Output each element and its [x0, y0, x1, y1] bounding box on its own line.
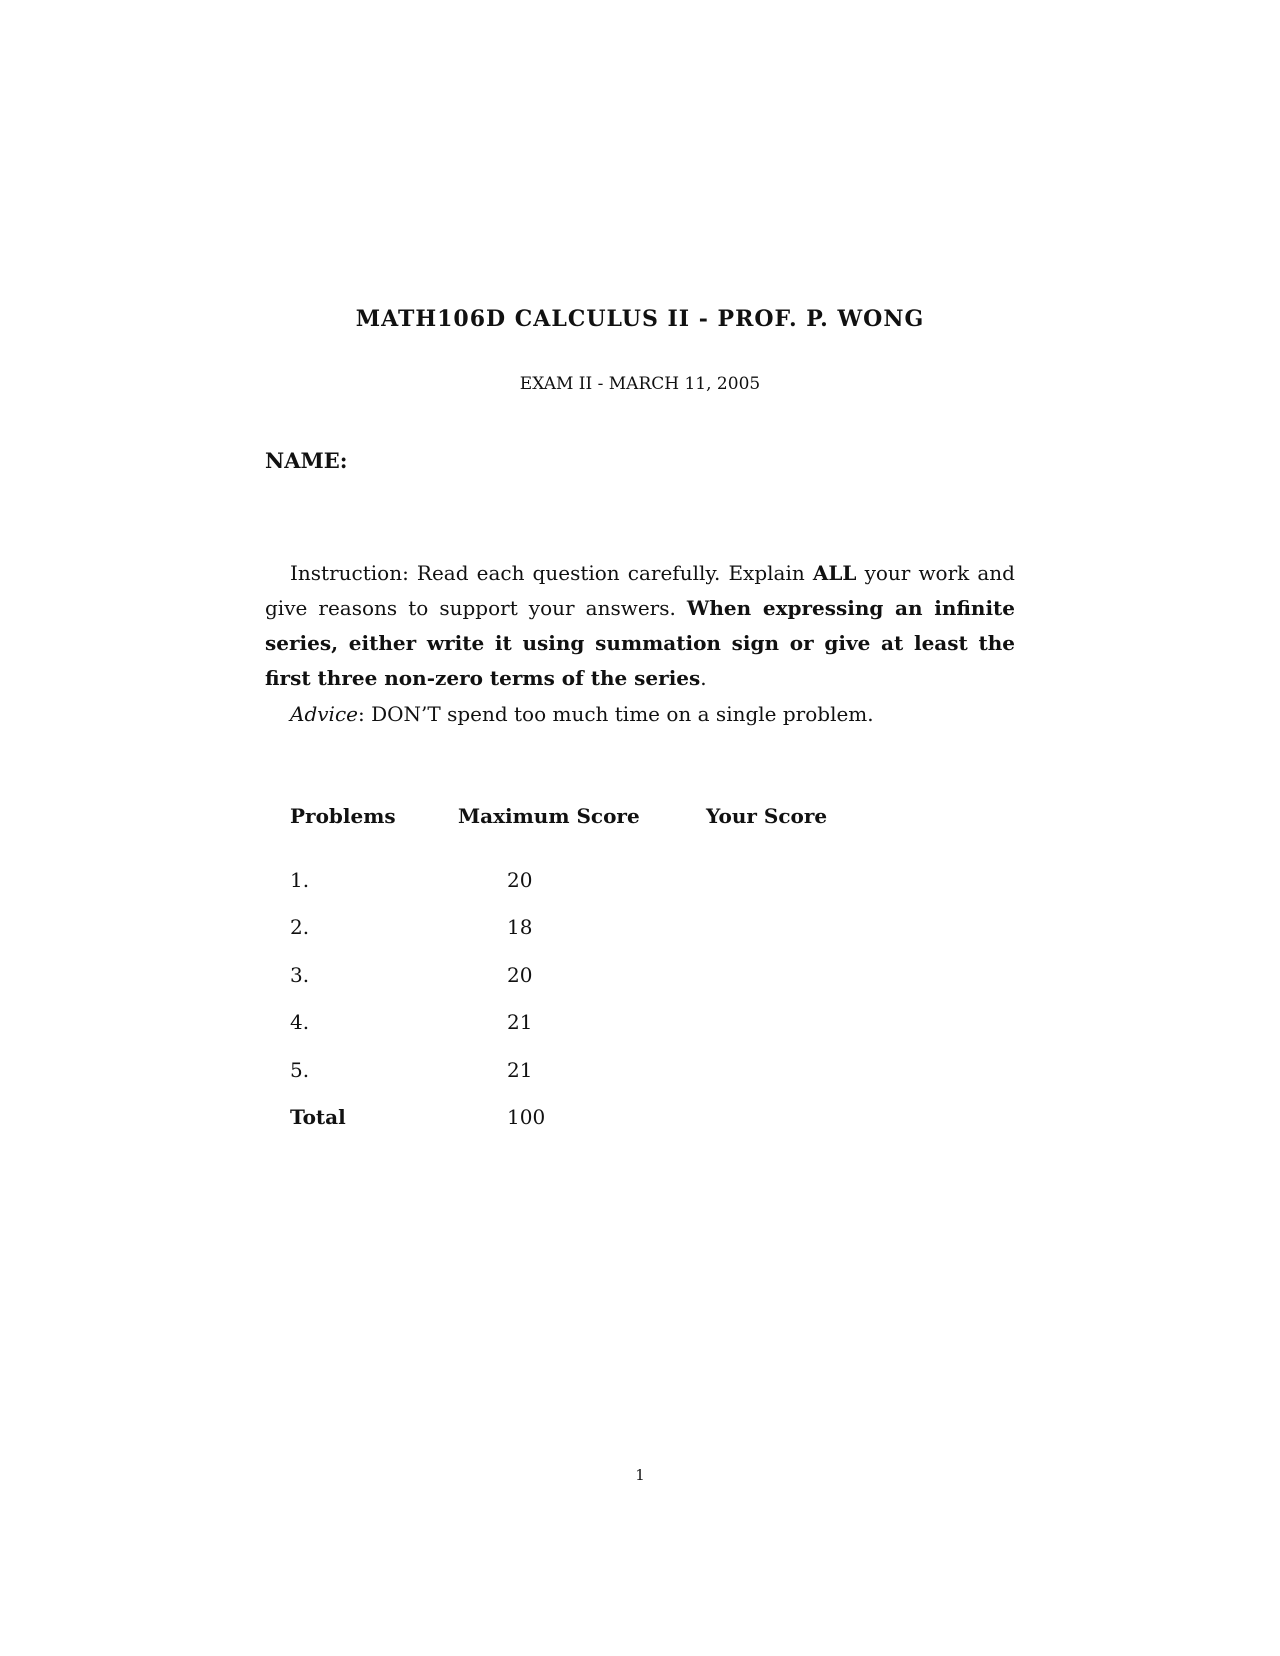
header-problems: Problems	[290, 804, 396, 828]
table-row	[290, 904, 846, 952]
table-row-total	[290, 1094, 846, 1142]
instructions-end-period: .	[700, 666, 707, 690]
maximum-score: 21	[507, 1010, 533, 1035]
maximum-score: 18	[507, 915, 533, 940]
problem-number: 4.	[290, 1010, 310, 1035]
total-label: Total	[290, 1105, 346, 1130]
problem-number: 2.	[290, 915, 310, 940]
problem-number: 1.	[290, 867, 310, 892]
maximum-score: 20	[507, 867, 533, 892]
score-table-header-row	[290, 804, 846, 856]
exam-title: MATH106D CALCULUS II - PROF. P. WONG	[355, 306, 925, 332]
maximum-score: 21	[507, 1057, 533, 1082]
table-row	[290, 1046, 846, 1094]
table-row	[290, 951, 846, 999]
header-maximum-score: Maximum Score	[458, 804, 640, 828]
total-maximum-score: 100	[507, 1105, 546, 1130]
table-row	[290, 999, 846, 1047]
total-your-score	[706, 1094, 846, 1142]
score-table	[290, 804, 846, 1141]
page-number: 1	[635, 1466, 645, 1484]
maximum-score: 20	[507, 962, 533, 987]
table-row	[290, 856, 846, 904]
problem-number: 3.	[290, 962, 310, 987]
your-score	[706, 856, 846, 904]
instructions-text-2: your work and give reasons to support your answers.	[265, 561, 1015, 620]
your-score	[706, 951, 846, 999]
name-label: NAME:	[265, 448, 348, 473]
advice-text: : DON’T spend too much time on a single problem.	[357, 702, 874, 726]
problem-number: 5.	[290, 1057, 310, 1082]
instructions-bold-sentence: When expressing an infinite series, either write it using summation sign or give at least the first three non-zero terms of the series	[265, 596, 1016, 690]
your-score	[706, 1046, 846, 1094]
exam-subtitle: EXAM II - MARCH 11, 2005	[519, 374, 761, 394]
instructions-emphasis-all: ALL	[812, 561, 857, 585]
your-score	[706, 904, 846, 952]
your-score	[706, 999, 846, 1047]
instructions-paragraph	[265, 556, 1015, 696]
header-your-score: Your Score	[706, 804, 828, 828]
advice-label: Advice	[290, 702, 358, 726]
advice-paragraph	[265, 697, 1015, 732]
instructions-text-1: Instruction: Read each question carefully. Explain	[290, 561, 813, 585]
